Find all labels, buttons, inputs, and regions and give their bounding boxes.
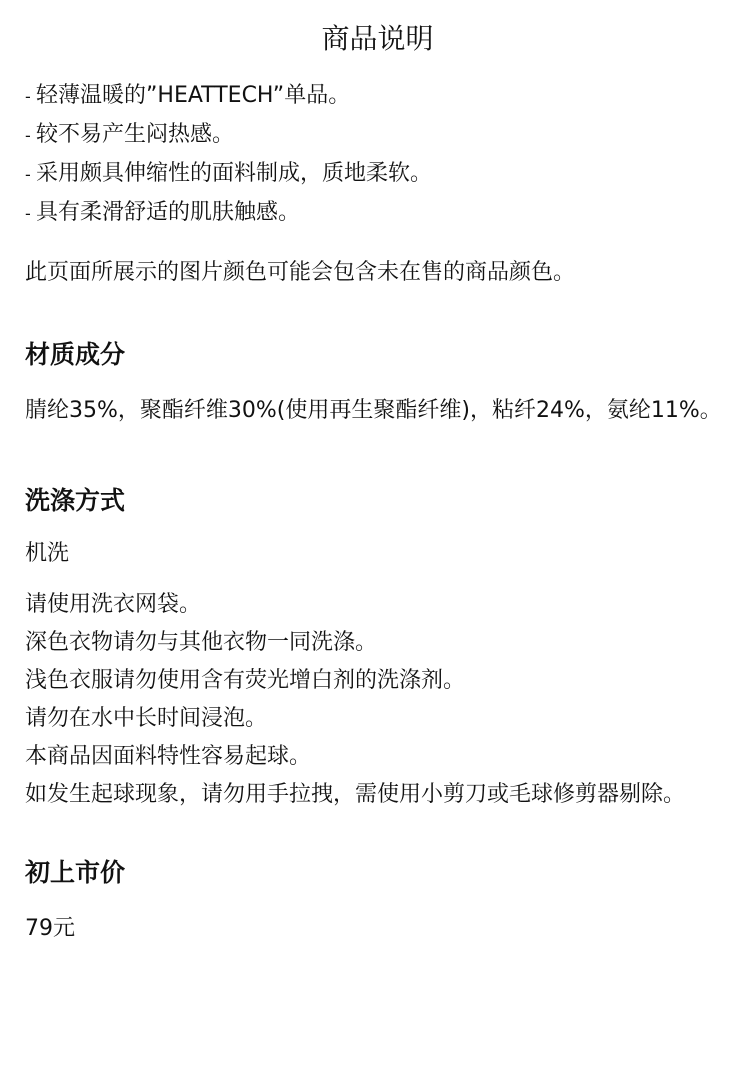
washing-note: 深色衣物请勿与其他衣物一同洗涤。 <box>25 630 378 655</box>
washing-heading: 洗涤方式 <box>25 486 126 515</box>
feature-dash: - <box>25 126 31 145</box>
material-heading: 材质成分 <box>25 340 126 369</box>
washing-note: 请勿在水中长时间浸泡。 <box>25 706 268 731</box>
feature-item <box>25 194 730 233</box>
washing-method: 机洗 <box>25 541 70 566</box>
washing-notes-list <box>25 586 730 814</box>
page-title: 商品说明 <box>321 22 434 55</box>
feature-item <box>25 77 730 116</box>
price-heading: 初上市价 <box>25 858 126 887</box>
washing-note: 如发生起球现象，请勿用手拉拽，需使用小剪刀或毛球修剪器剔除。 <box>25 782 686 807</box>
feature-dash: - <box>25 165 31 184</box>
feature-list <box>25 77 730 233</box>
feature-text: 具有柔滑舒适的肌肤触感。 <box>36 200 301 225</box>
washing-note: 请使用洗衣网袋。 <box>25 592 202 617</box>
feature-item <box>25 155 730 194</box>
feature-text: 轻薄温暖的”HEATTECH”单品。 <box>36 83 351 108</box>
washing-note: 浅色衣服请勿使用含有荧光增白剂的洗涤剂。 <box>25 668 466 693</box>
feature-dash: - <box>25 87 31 106</box>
color-disclaimer: 此页面所展示的图片颜色可能会包含未在售的商品颜色。 <box>25 260 576 285</box>
feature-item <box>25 116 730 155</box>
material-composition: 腈纶35%，聚酯纤维30%(使用再生聚酯纤维)，粘纤24%，氨纶11%。 <box>25 398 722 423</box>
feature-dash: - <box>25 204 31 223</box>
feature-text: 采用颇具伸缩性的面料制成，质地柔软。 <box>36 161 433 186</box>
feature-text: 较不易产生闷热感。 <box>36 122 235 147</box>
washing-note: 本商品因面料特性容易起球。 <box>25 744 312 769</box>
price-value: 79元 <box>25 916 75 941</box>
